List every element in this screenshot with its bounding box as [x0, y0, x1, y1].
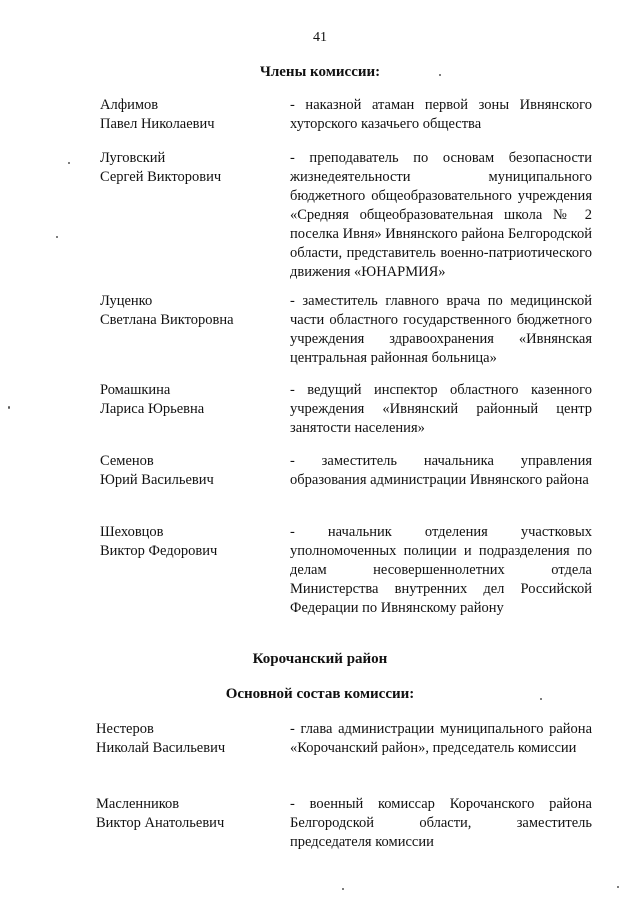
member-given-names: Николай Васильевич: [96, 740, 226, 756]
scan-speck: [617, 886, 619, 888]
member-name: [96, 795, 276, 833]
member-role: - преподаватель по основам безопасности жизнедеятельности муниципального бюджетного общеобразовательного учреждения «Средняя общеобразовательная школа № 2 поселка Ивня» Ивнянского района Белгородской области, представитель военно-патриотического движения «ЮНАРМИЯ»: [290, 150, 592, 280]
member-given-names: Светлана Викторовна: [100, 312, 234, 328]
member-role: - заместитель главного врача по медицинской части областного государственного бюджетного учреждения здравоохранения «Ивнянская центральная районная больница»: [290, 293, 592, 366]
member-name: [100, 523, 280, 561]
member-role: - наказной атаман первой зоны Ивнянского хуторского казачьего общества: [290, 97, 592, 132]
member-surname: Семенов: [100, 453, 154, 469]
member-role: - ведущий инспектор областного казенного учреждения «Ивнянский районный центр занятости населения»: [290, 382, 592, 436]
member-given-names: Лариса Юрьевна: [100, 401, 205, 417]
main-composition-heading: Основной состав комиссии:: [225, 686, 415, 702]
member-role: - заместитель начальника управления образования администрации Ивнянского района: [290, 453, 592, 488]
member-surname: Алфимов: [100, 97, 159, 113]
member-name: [100, 381, 280, 419]
member-name: [100, 149, 280, 187]
member-given-names: Виктор Федорович: [100, 543, 218, 559]
member-surname: Луценко: [100, 293, 153, 309]
member-name: [100, 292, 280, 330]
member-role: - военный комиссар Корочанского района Белгородской области, заместитель председателя комиссии: [290, 796, 592, 850]
member-surname: Луговский: [100, 150, 166, 166]
member-given-names: Юрий Васильевич: [100, 472, 214, 488]
member-name: [100, 452, 280, 490]
member-name: [96, 720, 276, 758]
scan-speck: [439, 74, 441, 76]
member-role: - начальник отделения участковых уполномоченных полиции и подразделения по делам несовершеннолетних отдела Министерства внутренних дел Российской Федерации по Ивнянскому району: [290, 524, 592, 616]
page-number: 41: [313, 30, 327, 45]
scan-speck: [342, 888, 344, 890]
scan-speck: [56, 236, 58, 238]
member-surname: Нестеров: [96, 721, 154, 737]
member-given-names: Павел Николаевич: [100, 116, 215, 132]
member-surname: Ромашкина: [100, 382, 171, 398]
scan-speck: [68, 162, 70, 164]
member-surname: Масленников: [96, 796, 180, 812]
member-surname: Шеховцов: [100, 524, 164, 540]
scan-speck: [8, 406, 10, 409]
member-given-names: Виктор Анатольевич: [96, 815, 225, 831]
member-role: - глава администрации муниципального района «Корочанский район», председатель комиссии: [290, 721, 592, 756]
district-heading: Корочанский район: [252, 651, 388, 667]
member-name: [100, 96, 280, 134]
members-heading: Члены комиссии:: [259, 64, 381, 80]
scan-speck: [540, 698, 542, 700]
member-given-names: Сергей Викторович: [100, 169, 222, 185]
